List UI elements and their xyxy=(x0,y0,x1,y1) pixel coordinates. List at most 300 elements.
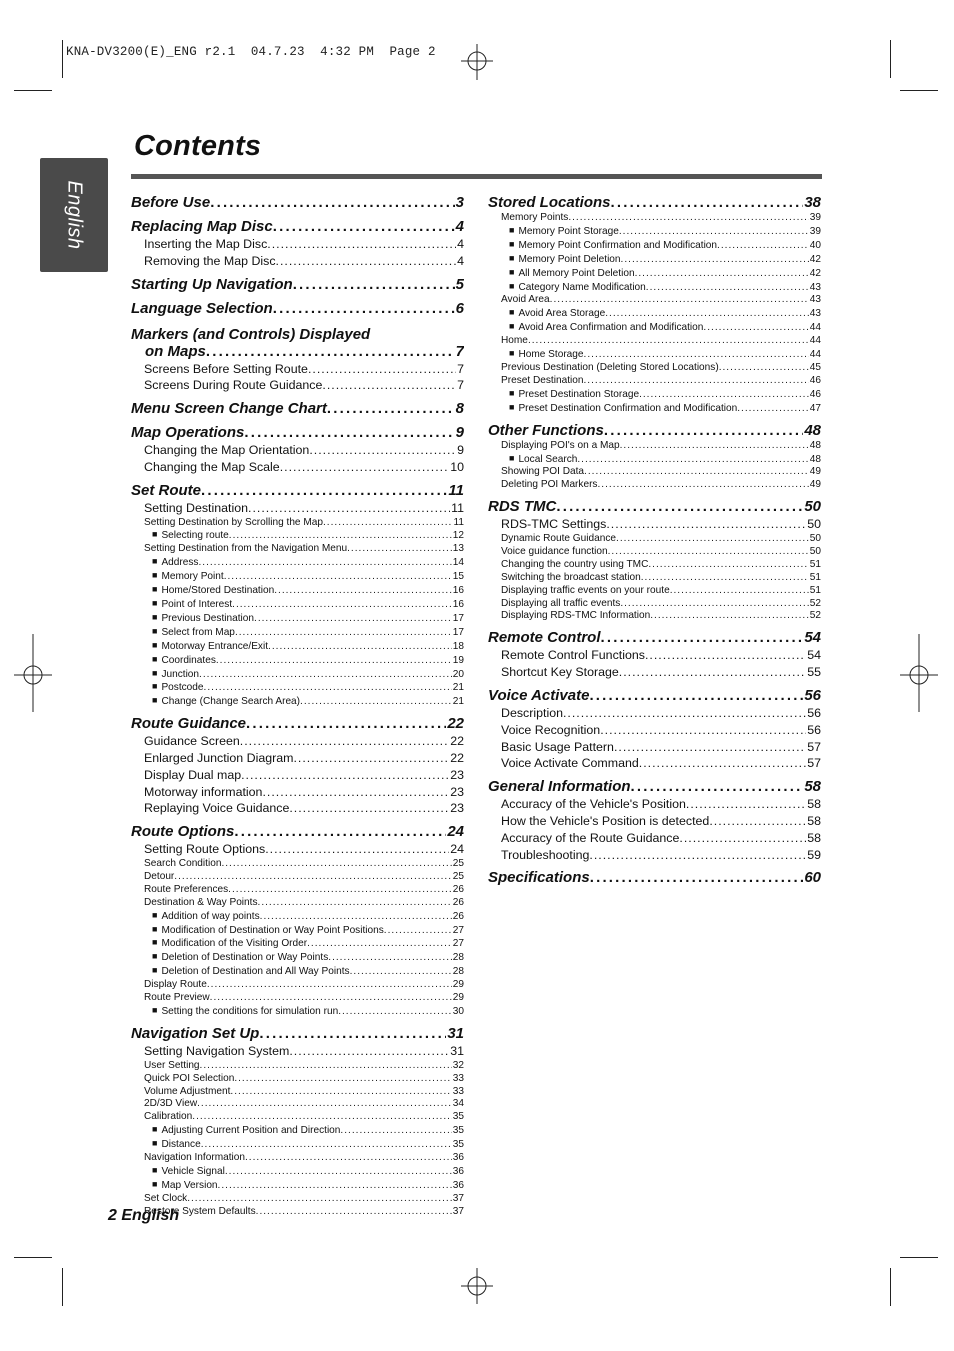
toc-page-number: 44 xyxy=(809,349,821,361)
square-bullet-icon: ■ xyxy=(152,598,158,609)
toc-page-number: 11 xyxy=(448,481,464,499)
square-bullet-icon: ■ xyxy=(152,529,158,540)
toc-entry-title: RDS-TMC Settings xyxy=(501,517,607,532)
toc-page-number: 28 xyxy=(452,966,464,978)
toc-page-number: 56 xyxy=(807,722,821,737)
toc-entry-title: Coordinates xyxy=(161,654,216,666)
dot-leader xyxy=(207,979,452,992)
registration-mark-bottom xyxy=(461,1268,493,1304)
dot-leader xyxy=(604,422,803,440)
toc-entry[interactable] xyxy=(131,640,464,654)
toc-page-number: 12 xyxy=(452,530,464,542)
dot-leader xyxy=(584,466,809,479)
toc-entry[interactable] xyxy=(488,479,821,492)
toc-entry[interactable] xyxy=(488,664,821,681)
toc-section-heading[interactable] xyxy=(131,276,464,294)
dot-leader xyxy=(639,755,806,772)
dot-leader xyxy=(274,585,452,598)
toc-entry-title: Memory Point Storage xyxy=(518,225,619,237)
dot-leader xyxy=(268,641,452,654)
toc-entry[interactable] xyxy=(131,1086,464,1099)
toc-page-number: 5 xyxy=(455,275,464,293)
square-bullet-icon: ■ xyxy=(509,452,515,463)
toc-section-heading[interactable] xyxy=(131,823,464,841)
toc-section-heading[interactable] xyxy=(488,194,821,212)
square-bullet-icon: ■ xyxy=(509,266,515,277)
toc-entry-title: Setting Destination xyxy=(144,500,249,515)
dot-leader xyxy=(289,800,449,817)
dot-leader xyxy=(201,1139,452,1152)
toc-page-number: 23 xyxy=(450,801,464,816)
toc-entry[interactable] xyxy=(131,377,464,394)
toc-entry-title: Setting Destination from the Navigation Menu xyxy=(144,543,348,555)
toc-entry[interactable] xyxy=(131,517,464,530)
toc-page-number: 50 xyxy=(809,545,821,557)
toc-entry[interactable] xyxy=(488,610,821,623)
toc-entry[interactable] xyxy=(131,1193,464,1206)
toc-entry[interactable] xyxy=(488,705,821,722)
toc-section-heading[interactable] xyxy=(131,482,464,500)
toc-page-number: 13 xyxy=(452,543,464,555)
toc-entry[interactable] xyxy=(131,884,464,897)
toc-entry[interactable] xyxy=(131,1111,464,1124)
dot-leader xyxy=(293,276,455,294)
toc-entry-title: Preset Destination Storage xyxy=(518,388,640,400)
toc-section-heading[interactable] xyxy=(131,300,464,318)
dot-leader xyxy=(254,613,452,626)
toc-entry[interactable] xyxy=(488,559,821,572)
toc-entry[interactable] xyxy=(131,858,464,871)
toc-entry[interactable] xyxy=(131,1098,464,1111)
toc-section-heading[interactable] xyxy=(131,400,464,418)
toc-entry-title: Modification of the Visiting Order xyxy=(161,938,308,950)
dot-leader xyxy=(686,796,806,813)
dot-leader xyxy=(241,767,449,784)
dot-leader xyxy=(262,784,449,801)
toc-entry-title: Calibration xyxy=(144,1111,193,1123)
dot-leader xyxy=(577,454,808,467)
toc-entry[interactable] xyxy=(131,1179,464,1193)
toc-entry[interactable] xyxy=(131,841,464,858)
toc-entry-title: All Memory Point Deletion xyxy=(518,267,635,279)
square-bullet-icon: ■ xyxy=(152,923,158,934)
toc-entry[interactable] xyxy=(488,348,821,362)
dot-leader xyxy=(650,610,809,623)
toc-entry-title: Memory Point Deletion xyxy=(518,253,621,265)
toc-entry[interactable] xyxy=(131,543,464,556)
toc-page-number: 20 xyxy=(452,668,464,680)
toc-entry[interactable] xyxy=(488,440,821,453)
dot-leader xyxy=(338,1006,452,1019)
toc-entry[interactable] xyxy=(488,375,821,388)
square-bullet-icon: ■ xyxy=(152,570,158,581)
toc-page-number: 26 xyxy=(452,910,464,922)
toc-entry-title: RDS TMC xyxy=(488,498,557,516)
toc-entry[interactable] xyxy=(131,253,464,270)
toc-page-number: 33 xyxy=(452,1072,464,1084)
square-bullet-icon: ■ xyxy=(152,1164,158,1175)
dot-leader xyxy=(273,300,455,318)
toc-entry[interactable] xyxy=(131,612,464,626)
toc-entry[interactable] xyxy=(488,307,821,321)
toc-entry-title: Other Functions xyxy=(488,421,604,439)
toc-entry[interactable] xyxy=(131,1005,464,1019)
toc-page-number: 56 xyxy=(804,686,821,704)
toc-entry[interactable] xyxy=(488,388,821,402)
toc-entry-title: Voice Recognition xyxy=(501,722,601,737)
toc-entry[interactable] xyxy=(131,654,464,668)
toc-page-number: 34 xyxy=(452,1098,464,1110)
toc-entry[interactable] xyxy=(488,830,821,847)
toc-section-heading[interactable] xyxy=(131,343,464,361)
dot-leader xyxy=(221,858,451,871)
toc-page-number: 43 xyxy=(809,281,821,293)
toc-entry[interactable] xyxy=(131,767,464,784)
toc-entry[interactable] xyxy=(131,695,464,709)
toc-entry[interactable] xyxy=(131,1060,464,1073)
square-bullet-icon: ■ xyxy=(152,1005,158,1016)
square-bullet-icon: ■ xyxy=(509,321,515,332)
toc-section-heading[interactable] xyxy=(131,194,464,212)
dot-leader xyxy=(234,823,446,841)
toc-page-number: 24 xyxy=(447,823,464,841)
dot-leader xyxy=(606,516,806,533)
toc-entry[interactable] xyxy=(131,361,464,378)
toc-entry[interactable] xyxy=(488,212,821,225)
toc-section-heading[interactable] xyxy=(131,218,464,236)
toc-entry[interactable] xyxy=(488,453,821,467)
dot-leader xyxy=(323,517,453,530)
toc-page-number: 25 xyxy=(452,870,464,882)
toc-entry[interactable] xyxy=(488,402,821,416)
dot-leader xyxy=(260,911,452,924)
toc-entry[interactable] xyxy=(131,897,464,910)
toc-entry-title: Selecting route xyxy=(161,530,229,542)
toc-entry[interactable] xyxy=(131,570,464,584)
toc-entry-title: General Information xyxy=(488,778,631,796)
dot-leader xyxy=(597,479,808,492)
dot-leader xyxy=(267,236,456,253)
toc-entry[interactable] xyxy=(131,1152,464,1165)
toc-page-number: 23 xyxy=(450,767,464,782)
page-title: Contents xyxy=(134,130,262,162)
toc-entry[interactable] xyxy=(131,750,464,767)
toc-entry[interactable] xyxy=(131,1138,464,1152)
dot-leader xyxy=(719,362,809,375)
toc-page-number: 35 xyxy=(452,1111,464,1123)
toc-page-number: 36 xyxy=(452,1152,464,1164)
toc-entry[interactable] xyxy=(488,281,821,295)
toc-entry-title: Description xyxy=(501,705,563,720)
dot-leader xyxy=(300,696,452,709)
square-bullet-icon: ■ xyxy=(152,584,158,595)
toc-page-number: 44 xyxy=(809,322,821,334)
toc-entry[interactable] xyxy=(488,466,821,479)
toc-entry-title: Previous Destination xyxy=(161,612,255,624)
dot-leader xyxy=(601,629,804,647)
toc-entry[interactable] xyxy=(488,321,821,335)
toc-entry[interactable] xyxy=(131,598,464,612)
toc-page-number: 42 xyxy=(809,253,821,265)
dot-leader xyxy=(244,424,454,442)
square-bullet-icon: ■ xyxy=(152,611,158,622)
toc-entry-title: Junction xyxy=(161,668,200,680)
toc-page-number: 35 xyxy=(452,1139,464,1151)
dot-leader xyxy=(614,739,806,756)
toc-page-number: 28 xyxy=(452,952,464,964)
toc-page-number: 21 xyxy=(452,696,464,708)
toc-section-heading[interactable] xyxy=(488,778,821,796)
toc-entry-title: Map Version xyxy=(161,1179,218,1191)
toc-entry-title: Navigation Information xyxy=(144,1152,245,1164)
dot-leader xyxy=(328,952,452,965)
toc-page-number: 29 xyxy=(452,992,464,1004)
toc-entry[interactable] xyxy=(131,442,464,459)
dot-leader xyxy=(737,403,809,416)
dot-leader xyxy=(646,282,809,295)
toc-entry-title: User Setting xyxy=(144,1059,200,1071)
toc-entry-title: Avoid Area xyxy=(501,294,550,306)
toc-entry[interactable] xyxy=(131,1124,464,1138)
square-bullet-icon: ■ xyxy=(152,909,158,920)
toc-entry-title: Menu Screen Change Chart xyxy=(131,400,327,418)
toc-section-heading[interactable] xyxy=(131,1025,464,1043)
toc-section-heading[interactable] xyxy=(488,498,821,516)
toc-entry[interactable] xyxy=(488,335,821,348)
toc-entry[interactable] xyxy=(131,951,464,965)
square-bullet-icon: ■ xyxy=(509,401,515,412)
dot-leader xyxy=(256,1206,452,1219)
toc-page-number: 31 xyxy=(447,1024,464,1042)
square-bullet-icon: ■ xyxy=(152,625,158,636)
dot-leader xyxy=(584,349,809,362)
toc-entry[interactable] xyxy=(131,459,464,476)
toc-entry-title: Display Route xyxy=(144,979,207,991)
toc-entry[interactable] xyxy=(131,979,464,992)
toc-entry[interactable] xyxy=(131,626,464,640)
toc-entry[interactable] xyxy=(131,1043,464,1060)
toc-page-number: 22 xyxy=(450,751,464,766)
toc-entry[interactable] xyxy=(488,546,821,559)
toc-entry-title: Replacing Map Disc xyxy=(131,218,273,235)
toc-entry-title: Dynamic Route Guidance xyxy=(501,533,617,545)
toc-entry[interactable] xyxy=(488,267,821,281)
toc-left-column xyxy=(131,194,464,1219)
toc-page-number: 11 xyxy=(453,516,464,528)
toc-entry-title: Category Name Modification xyxy=(518,281,646,293)
toc-entry[interactable] xyxy=(488,847,821,864)
toc-entry[interactable] xyxy=(131,668,464,682)
toc-page-number: 42 xyxy=(809,267,821,279)
toc-page-number: 4 xyxy=(455,218,464,235)
toc-section-heading[interactable] xyxy=(488,869,821,887)
toc-entry[interactable] xyxy=(488,813,821,830)
dot-leader xyxy=(583,375,808,388)
toc-entry[interactable] xyxy=(131,681,464,695)
dot-leader xyxy=(192,1111,452,1124)
toc-entry-title: Memory Point Confirmation and Modification xyxy=(518,239,718,251)
toc-page-number: 55 xyxy=(807,665,821,680)
toc-entry[interactable] xyxy=(131,910,464,924)
toc-entry-title: Displaying traffic events on your route xyxy=(501,584,670,596)
toc-entry[interactable] xyxy=(131,965,464,979)
toc-entry-title: Route Preferences xyxy=(144,883,229,895)
toc-page-number: 22 xyxy=(450,734,464,749)
dot-leader xyxy=(280,459,450,476)
dot-leader xyxy=(639,389,809,402)
toc-page-number: 16 xyxy=(452,585,464,597)
toc-entry-title: Addition of way points xyxy=(161,910,260,922)
toc-entry-title: Specifications xyxy=(488,869,590,887)
toc-entry-title: Shortcut Key Storage xyxy=(501,665,619,680)
toc-entry[interactable] xyxy=(488,239,821,253)
toc-page-number: 52 xyxy=(809,597,821,609)
toc-entry-title: Set Route xyxy=(131,481,202,499)
toc-entry[interactable] xyxy=(488,585,821,598)
dot-leader xyxy=(276,253,457,270)
toc-entry-title: Displaying POI's on a Map xyxy=(501,439,620,451)
toc-page-number: 43 xyxy=(809,294,821,306)
dot-leader xyxy=(273,218,455,236)
toc-entry[interactable] xyxy=(131,924,464,938)
toc-entry-title: Setting Destination by Scrolling the Map xyxy=(144,516,323,528)
toc-entry[interactable] xyxy=(131,1165,464,1179)
toc-entry[interactable] xyxy=(488,739,821,756)
toc-page-number: 16 xyxy=(452,599,464,611)
dot-leader xyxy=(174,871,451,884)
toc-section-heading[interactable] xyxy=(488,422,821,440)
toc-entry[interactable] xyxy=(131,556,464,570)
toc-entry-title: Changing the Map Scale xyxy=(144,459,280,474)
toc-entry[interactable] xyxy=(488,796,821,813)
square-bullet-icon: ■ xyxy=(152,695,158,706)
toc-page-number: 27 xyxy=(452,924,464,936)
toc-entry[interactable] xyxy=(488,362,821,375)
square-bullet-icon: ■ xyxy=(152,639,158,650)
toc-entry[interactable] xyxy=(131,529,464,543)
toc-entry-title: Preset Destination Confirmation and Modification xyxy=(518,402,738,414)
toc-entry-title: Setting the conditions for simulation run xyxy=(161,1006,339,1018)
toc-page-number: 17 xyxy=(452,612,464,624)
dot-leader xyxy=(589,687,803,705)
toc-entry[interactable] xyxy=(488,722,821,739)
toc-entry-title: Vehicle Signal xyxy=(161,1165,225,1177)
toc-right-column xyxy=(488,194,821,887)
toc-page-number: 9 xyxy=(457,443,464,458)
dot-leader xyxy=(248,500,450,517)
toc-entry-title: Avoid Area Confirmation and Modification xyxy=(518,322,704,334)
toc-page-number: 54 xyxy=(804,629,821,647)
toc-entry[interactable] xyxy=(131,584,464,598)
toc-entry[interactable] xyxy=(488,516,821,533)
toc-entry-title: Volume Adjustment xyxy=(144,1085,231,1097)
toc-page-number: 37 xyxy=(452,1205,464,1217)
toc-page-number: 26 xyxy=(452,896,464,908)
toc-entry[interactable] xyxy=(131,500,464,517)
toc-entry-title: Restore System Defaults xyxy=(144,1205,256,1217)
toc-page-number: 39 xyxy=(809,212,821,223)
dot-leader xyxy=(198,557,451,570)
toc-page-number: 47 xyxy=(809,402,821,414)
toc-page-number: 36 xyxy=(452,1165,464,1177)
toc-entry-title: Map Operations xyxy=(131,424,245,442)
toc-entry-title: Home xyxy=(501,335,528,347)
toc-entry[interactable] xyxy=(131,1073,464,1086)
toc-page-number: 48 xyxy=(809,453,821,465)
toc-page-number: 32 xyxy=(452,1059,464,1071)
toc-entry-title: Route Options xyxy=(131,823,235,841)
toc-entry[interactable] xyxy=(488,647,821,664)
dot-leader xyxy=(224,571,452,584)
dot-leader xyxy=(230,1086,451,1099)
toc-entry[interactable] xyxy=(131,937,464,951)
toc-page-number: 60 xyxy=(804,869,821,887)
toc-section-heading[interactable]: Markers (and Controls) Displayed xyxy=(131,325,371,343)
toc-section-heading[interactable] xyxy=(131,715,464,733)
toc-entry-title: Setting Route Options xyxy=(144,842,266,857)
toc-entry[interactable] xyxy=(131,800,464,817)
toc-entry[interactable] xyxy=(131,1206,464,1219)
toc-page-number: 48 xyxy=(809,439,821,451)
registration-mark-top xyxy=(461,44,493,80)
toc-entry[interactable] xyxy=(488,533,821,546)
dot-leader xyxy=(225,1166,452,1179)
toc-entry[interactable] xyxy=(131,871,464,884)
square-bullet-icon: ■ xyxy=(509,238,515,249)
dot-leader xyxy=(635,268,809,281)
toc-page-number: 19 xyxy=(452,654,464,666)
square-bullet-icon: ■ xyxy=(152,1178,158,1189)
dot-leader xyxy=(308,361,456,378)
toc-entry-title: Screens During Route Guidance xyxy=(144,378,323,393)
dot-leader xyxy=(204,682,452,695)
toc-entry[interactable] xyxy=(488,755,821,772)
toc-entry[interactable] xyxy=(488,253,821,267)
toc-page-number: 7 xyxy=(457,378,464,393)
toc-entry-title: Switching the broadcast station xyxy=(501,571,641,583)
toc-entry[interactable] xyxy=(488,225,821,239)
toc-page-number: 45 xyxy=(809,361,821,373)
toc-entry[interactable] xyxy=(131,784,464,801)
toc-entry[interactable] xyxy=(488,294,821,307)
toc-section-heading[interactable] xyxy=(488,687,821,705)
dot-leader xyxy=(246,715,446,733)
toc-page-number: 7 xyxy=(455,342,464,360)
toc-entry[interactable] xyxy=(131,992,464,1005)
toc-page-number: 54 xyxy=(807,648,821,663)
square-bullet-icon: ■ xyxy=(152,937,158,948)
dot-leader xyxy=(619,226,809,239)
toc-section-heading[interactable] xyxy=(131,424,464,442)
page-footer: 2 English xyxy=(108,1207,180,1224)
dot-leader xyxy=(240,733,449,750)
toc-page-number: 8 xyxy=(455,400,464,418)
dot-leader xyxy=(608,546,809,559)
toc-entry[interactable] xyxy=(131,733,464,750)
toc-page-number: 49 xyxy=(809,479,821,491)
toc-entry[interactable] xyxy=(488,572,821,585)
dot-leader xyxy=(621,254,809,267)
toc-page-number: 26 xyxy=(452,883,464,895)
dot-leader xyxy=(670,585,809,598)
toc-section-heading[interactable] xyxy=(488,629,821,647)
toc-entry[interactable] xyxy=(488,598,821,611)
toc-page-number: 52 xyxy=(809,610,821,622)
toc-page-number: 48 xyxy=(804,421,821,439)
toc-entry[interactable] xyxy=(131,236,464,253)
dot-leader xyxy=(590,869,804,887)
toc-entry-title: Home/Stored Destination xyxy=(161,585,275,597)
